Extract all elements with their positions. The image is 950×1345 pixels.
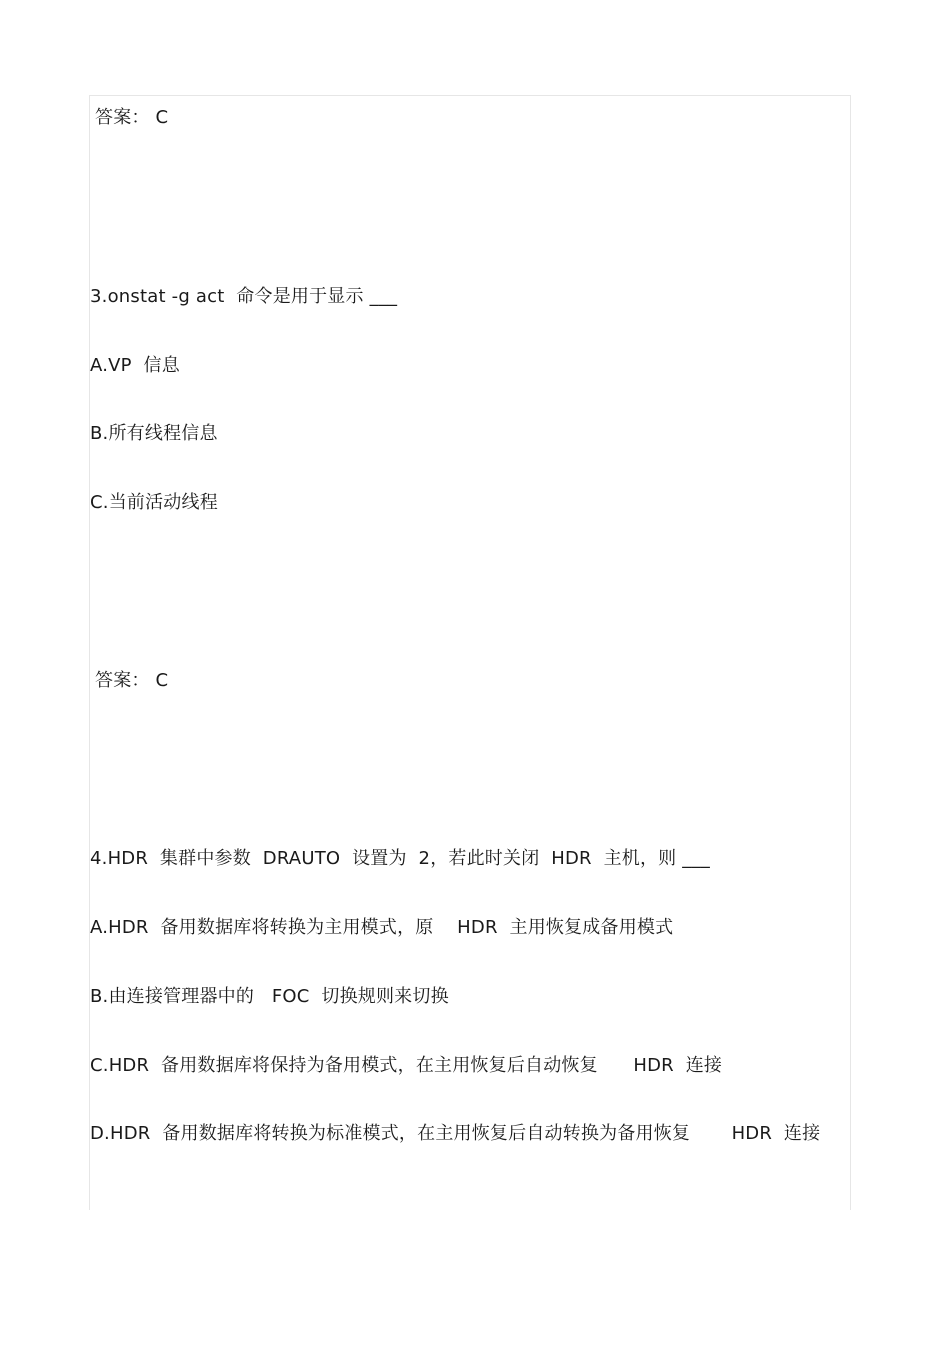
question-3-stem: 3.onstat -g act 命令是用于显示 ___	[90, 286, 398, 307]
answer-label: 答案： C	[95, 107, 169, 128]
question-4-option-a: A.HDR 备用数据库将转换为主用模式，原 HDR 主用恢复成备用模式	[90, 917, 674, 938]
question-4-option-c: C.HDR 备用数据库将保持为备用模式，在主用恢复后自动恢复 HDR 连接	[90, 1055, 723, 1076]
question-4-stem: 4.HDR 集群中参数 DRAUTO 设置为 2，若此时关闭 HDR 主机，则 ___	[90, 848, 710, 869]
question-4-option-b: B.由连接管理器中的 FOC 切换规则来切换	[90, 986, 449, 1007]
question-3-option-b: B.所有线程信息	[90, 423, 218, 444]
question-3-option-c: C.当前活动线程	[90, 492, 218, 513]
question-3-answer: 答案： C	[95, 670, 169, 691]
question-4-option-d: D.HDR 备用数据库将转换为标准模式，在主用恢复后自动转换为备用恢复 HDR 连接	[90, 1123, 821, 1144]
question-3-option-a: A.VP 信息	[90, 355, 180, 376]
page-frame	[89, 95, 851, 1210]
